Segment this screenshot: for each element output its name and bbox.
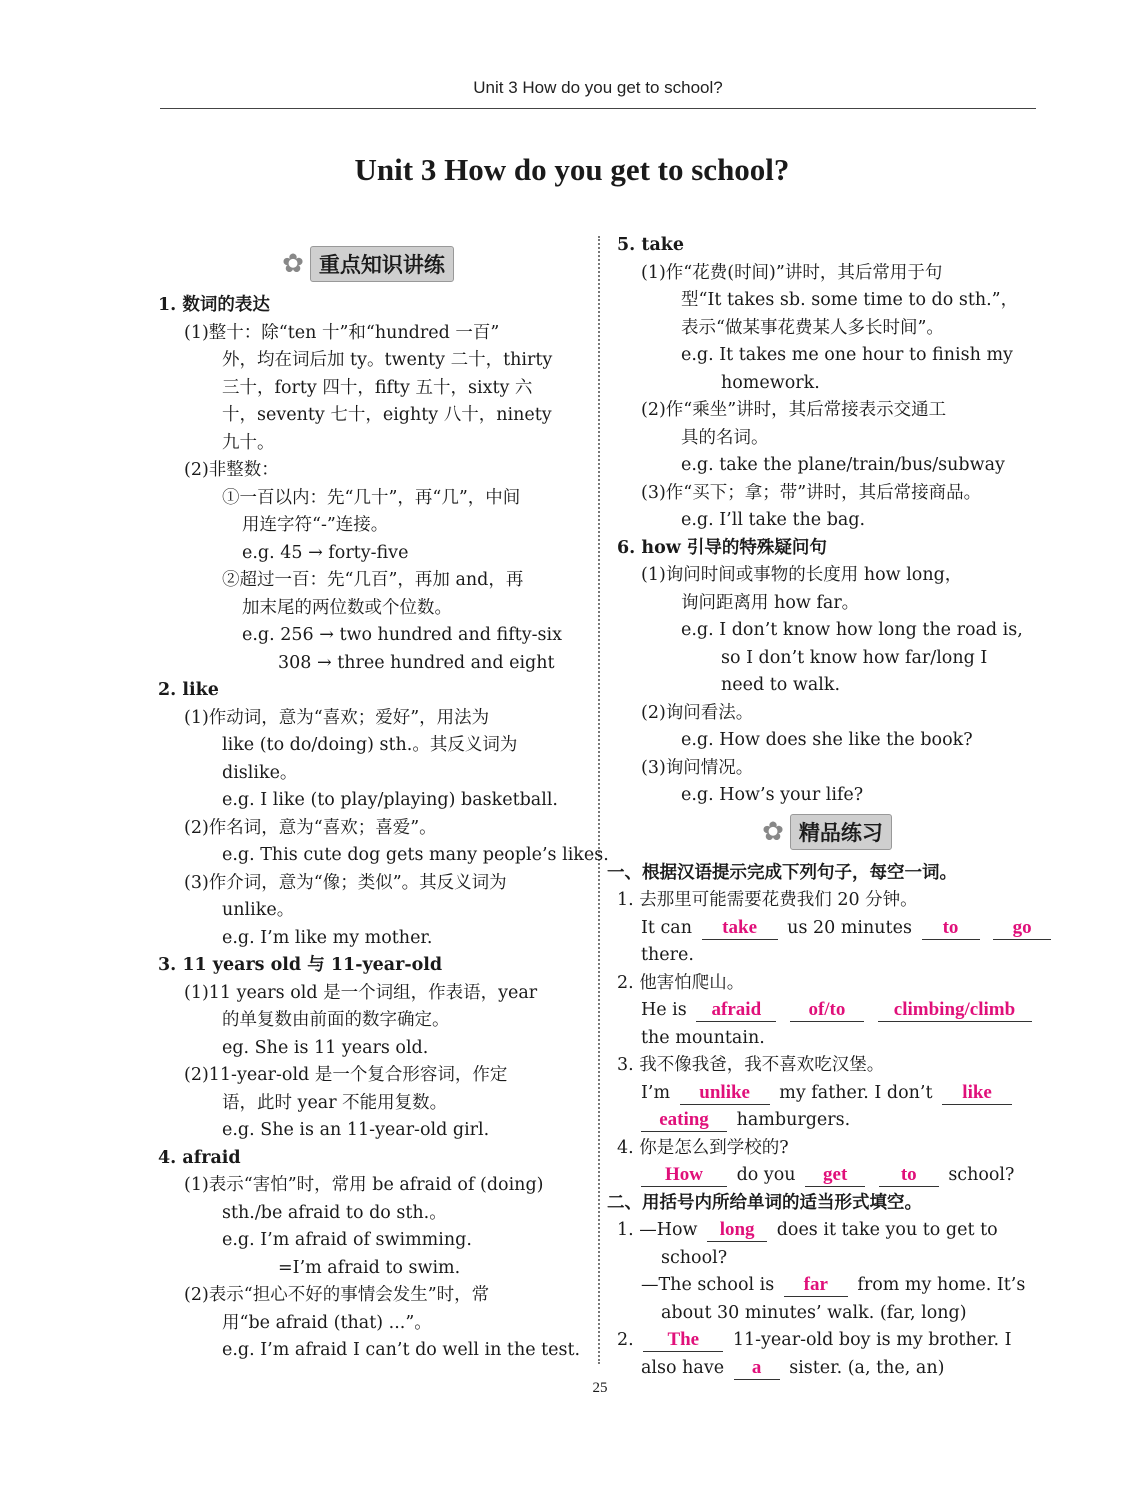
question-prompt: 4. 你是怎么到学校的? bbox=[617, 1137, 789, 1158]
text-line: (3)作介词，意为“像；类似”。其反义词为 bbox=[184, 872, 507, 893]
text-line: 语，此时 year 不能用复数。 bbox=[222, 1092, 448, 1113]
text-line: (1)作动词，意为“喜欢；爱好”，用法为 bbox=[184, 707, 490, 728]
text-line: unlike。 bbox=[222, 900, 295, 920]
flower-icon: ✿ bbox=[282, 249, 304, 279]
text-line: 外，均在词后加 ty。twenty 二十，thirty bbox=[222, 350, 553, 370]
banner-label: 重点知识讲练 bbox=[310, 246, 454, 282]
question-4 bbox=[617, 1135, 1037, 1190]
question-text: sister. (a, the, an) bbox=[789, 1357, 945, 1378]
text-line: e.g. This cute dog gets many people’s likes. bbox=[222, 845, 609, 865]
question-text: school? bbox=[948, 1165, 1015, 1185]
answer-blank: unlike bbox=[680, 1082, 770, 1105]
answer-blank: far bbox=[784, 1274, 848, 1297]
question-text: 2. bbox=[617, 1330, 634, 1350]
text-line: (1)询问时间或事物的长度用 how long， bbox=[641, 565, 963, 585]
text-line: 询问距离用 how far。 bbox=[681, 592, 860, 613]
answer-blank: a bbox=[734, 1357, 780, 1380]
text-line: e.g. 45 → forty-five bbox=[242, 542, 409, 563]
text-line: ②超过一百：先“几百”，再加 and，再 bbox=[222, 570, 524, 590]
key-points-banner bbox=[158, 246, 578, 286]
text-line: 的单复数由前面的数字确定。 bbox=[222, 1010, 450, 1030]
flower-icon: ✿ bbox=[762, 816, 784, 847]
answer-blank: take bbox=[702, 917, 778, 940]
question-text: does it take you to get to bbox=[776, 1220, 998, 1240]
question-text: about 30 minutes’ walk. (far, long) bbox=[661, 1302, 967, 1323]
text-line: e.g. take the plane/train/bus/subway bbox=[681, 455, 1005, 475]
text-line: =I’m afraid to swim. bbox=[278, 1257, 461, 1278]
text-line: 具的名词。 bbox=[681, 427, 769, 448]
text-line: sth./be afraid to do sth.。 bbox=[222, 1202, 447, 1223]
text-line: (2)11-year-old 是一个复合形容词，作定 bbox=[184, 1065, 508, 1085]
text-line: e.g. I like (to play/playing) basketball. bbox=[222, 790, 558, 810]
question-1 bbox=[617, 887, 1037, 970]
text-line: e.g. How’s your life? bbox=[681, 785, 864, 805]
question-text: 11-year-old boy is my brother. I bbox=[732, 1330, 1012, 1350]
text-line: need to walk. bbox=[721, 675, 841, 695]
column-divider bbox=[598, 236, 600, 1364]
answer-blank: go bbox=[993, 917, 1051, 940]
text-line: 十，seventy 七十，eighty 八十，ninety bbox=[222, 405, 552, 425]
text-line: (2)非整数： bbox=[184, 460, 279, 480]
answer-blank: The bbox=[643, 1329, 723, 1352]
notes-text bbox=[617, 232, 1037, 810]
text-line: e.g. I’m afraid of swimming. bbox=[222, 1230, 472, 1250]
text-line: like (to do/doing) sth.。其反义词为 bbox=[222, 735, 518, 755]
answer-blank: climbing/climb bbox=[878, 999, 1032, 1022]
text-line: e.g. I’m afraid I can’t do well in the test. bbox=[222, 1340, 581, 1360]
page-number: 25 bbox=[592, 1380, 608, 1396]
text-line: e.g. I’m like my mother. bbox=[222, 927, 433, 948]
section-heading: 二、用括号内所给单词的适当形式填空。 bbox=[607, 1192, 922, 1213]
question-text: my father. I don’t bbox=[779, 1082, 933, 1103]
section-heading: 4. afraid bbox=[158, 1147, 241, 1168]
question-text: there. bbox=[641, 945, 694, 965]
question-text: hamburgers. bbox=[736, 1110, 851, 1130]
text-line: (2)表示“担心不好的事情会发生”时，常 bbox=[184, 1285, 490, 1305]
section-heading: 6. how 引导的特殊疑问句 bbox=[617, 537, 827, 558]
page-title: Unit 3 How do you get to school? bbox=[354, 152, 790, 187]
question-6 bbox=[617, 1327, 1037, 1382]
text-line: (1)整十：除“ten 十”和“hundred 一百” bbox=[184, 322, 500, 343]
header-rule bbox=[160, 108, 1036, 109]
question-text: I’m bbox=[641, 1082, 671, 1103]
section-heading: 1. 数词的表达 bbox=[158, 295, 270, 315]
text-line: (1)表示“害怕”时，常用 be afraid of (doing) bbox=[184, 1175, 544, 1195]
answer-blank: afraid bbox=[696, 999, 776, 1022]
text-line: so I don’t know how far/long I bbox=[721, 647, 988, 668]
text-line: e.g. I don’t know how long the road is, bbox=[681, 620, 1023, 640]
text-line: (3)询问情况。 bbox=[641, 757, 754, 778]
answer-blank: like bbox=[942, 1082, 1012, 1105]
answer-blank: get bbox=[805, 1164, 865, 1187]
text-line: (2)询问看法。 bbox=[641, 702, 754, 723]
question-text: the mountain. bbox=[641, 1027, 765, 1048]
text-line: 用“be afraid (that) ...”。 bbox=[222, 1312, 432, 1333]
section-heading: 一、根据汉语提示完成下列句子，每空一词。 bbox=[607, 862, 957, 883]
text-line: (2)作名词，意为“喜欢；喜爱”。 bbox=[184, 817, 437, 838]
answer-blank: long bbox=[707, 1219, 767, 1242]
section-heading: 2. like bbox=[158, 680, 219, 700]
answer-blank: to bbox=[879, 1164, 939, 1187]
text-line: 九十。 bbox=[222, 432, 275, 453]
text-line: ①一百以内：先“几十”，再“几”，中间 bbox=[222, 487, 521, 508]
key-points-text bbox=[158, 292, 609, 1365]
text-line: e.g. She is an 11-year-old girl. bbox=[222, 1120, 490, 1140]
text-line: 型“It takes sb. some time to do sth.”， bbox=[681, 290, 1019, 310]
text-line: e.g. How does she like the book? bbox=[681, 730, 973, 750]
question-prompt: 1. 去那里可能需要花费我们 20 分钟。 bbox=[617, 890, 918, 910]
question-text: 1. —How bbox=[617, 1220, 698, 1240]
question-text: also have bbox=[641, 1357, 725, 1378]
question-text: us 20 minutes bbox=[787, 917, 912, 938]
question-prompt: 2. 他害怕爬山。 bbox=[617, 972, 745, 993]
question-3 bbox=[617, 1052, 1037, 1135]
left-column bbox=[158, 244, 609, 1365]
question-text: from my home. It’s bbox=[857, 1275, 1026, 1295]
text-line: 表示“做某事花费某人多长时间”。 bbox=[681, 317, 944, 338]
question-text: —The school is bbox=[641, 1275, 775, 1295]
section-heading: 5. take bbox=[617, 235, 685, 255]
answer-blank: of/to bbox=[790, 999, 864, 1022]
question-text: He is bbox=[641, 1000, 687, 1020]
practice-banner bbox=[617, 814, 1037, 854]
text-line: homework. bbox=[721, 372, 820, 393]
text-line: (1)11 years old 是一个词组，作表语，year bbox=[184, 982, 538, 1003]
question-text: It can bbox=[641, 917, 693, 938]
banner-label: 精品练习 bbox=[790, 814, 892, 850]
text-line: e.g. 256 → two hundred and fifty-six bbox=[242, 625, 562, 645]
answer-blank: eating bbox=[641, 1109, 727, 1132]
text-line: (1)作“花费(时间)”讲时，其后常用于句 bbox=[641, 262, 943, 283]
question-5 bbox=[617, 1217, 1037, 1327]
section-heading: 3. 11 years old 与 11-year-old bbox=[158, 955, 443, 975]
question-2 bbox=[617, 970, 1037, 1053]
text-line: 加末尾的两位数或个位数。 bbox=[242, 597, 452, 618]
text-line: 三十，forty 四十，fifty 五十，sixty 六 bbox=[222, 377, 533, 398]
text-line: 用连字符“-”连接。 bbox=[242, 515, 389, 535]
text-line: (3)作“买下；拿；带”讲时，其后常接商品。 bbox=[641, 482, 982, 503]
text-line: e.g. I’ll take the bag. bbox=[681, 510, 866, 530]
text-line: (2)作“乘坐”讲时，其后常接表示交通工 bbox=[641, 400, 947, 420]
answer-blank: to bbox=[922, 917, 980, 940]
question-text: do you bbox=[736, 1165, 796, 1185]
running-header: Unit 3 How do you get to school? bbox=[473, 78, 723, 97]
question-text: school? bbox=[661, 1247, 728, 1268]
right-column bbox=[607, 232, 1037, 1382]
text-line: e.g. It takes me one hour to finish my bbox=[681, 345, 1013, 365]
text-line: 308 → three hundred and eight bbox=[278, 652, 555, 673]
question-prompt: 3. 我不像我爸，我不喜欢吃汉堡。 bbox=[617, 1055, 885, 1075]
answer-blank: How bbox=[641, 1164, 727, 1187]
text-line: eg. She is 11 years old. bbox=[222, 1037, 429, 1058]
text-line: dislike。 bbox=[222, 762, 298, 783]
